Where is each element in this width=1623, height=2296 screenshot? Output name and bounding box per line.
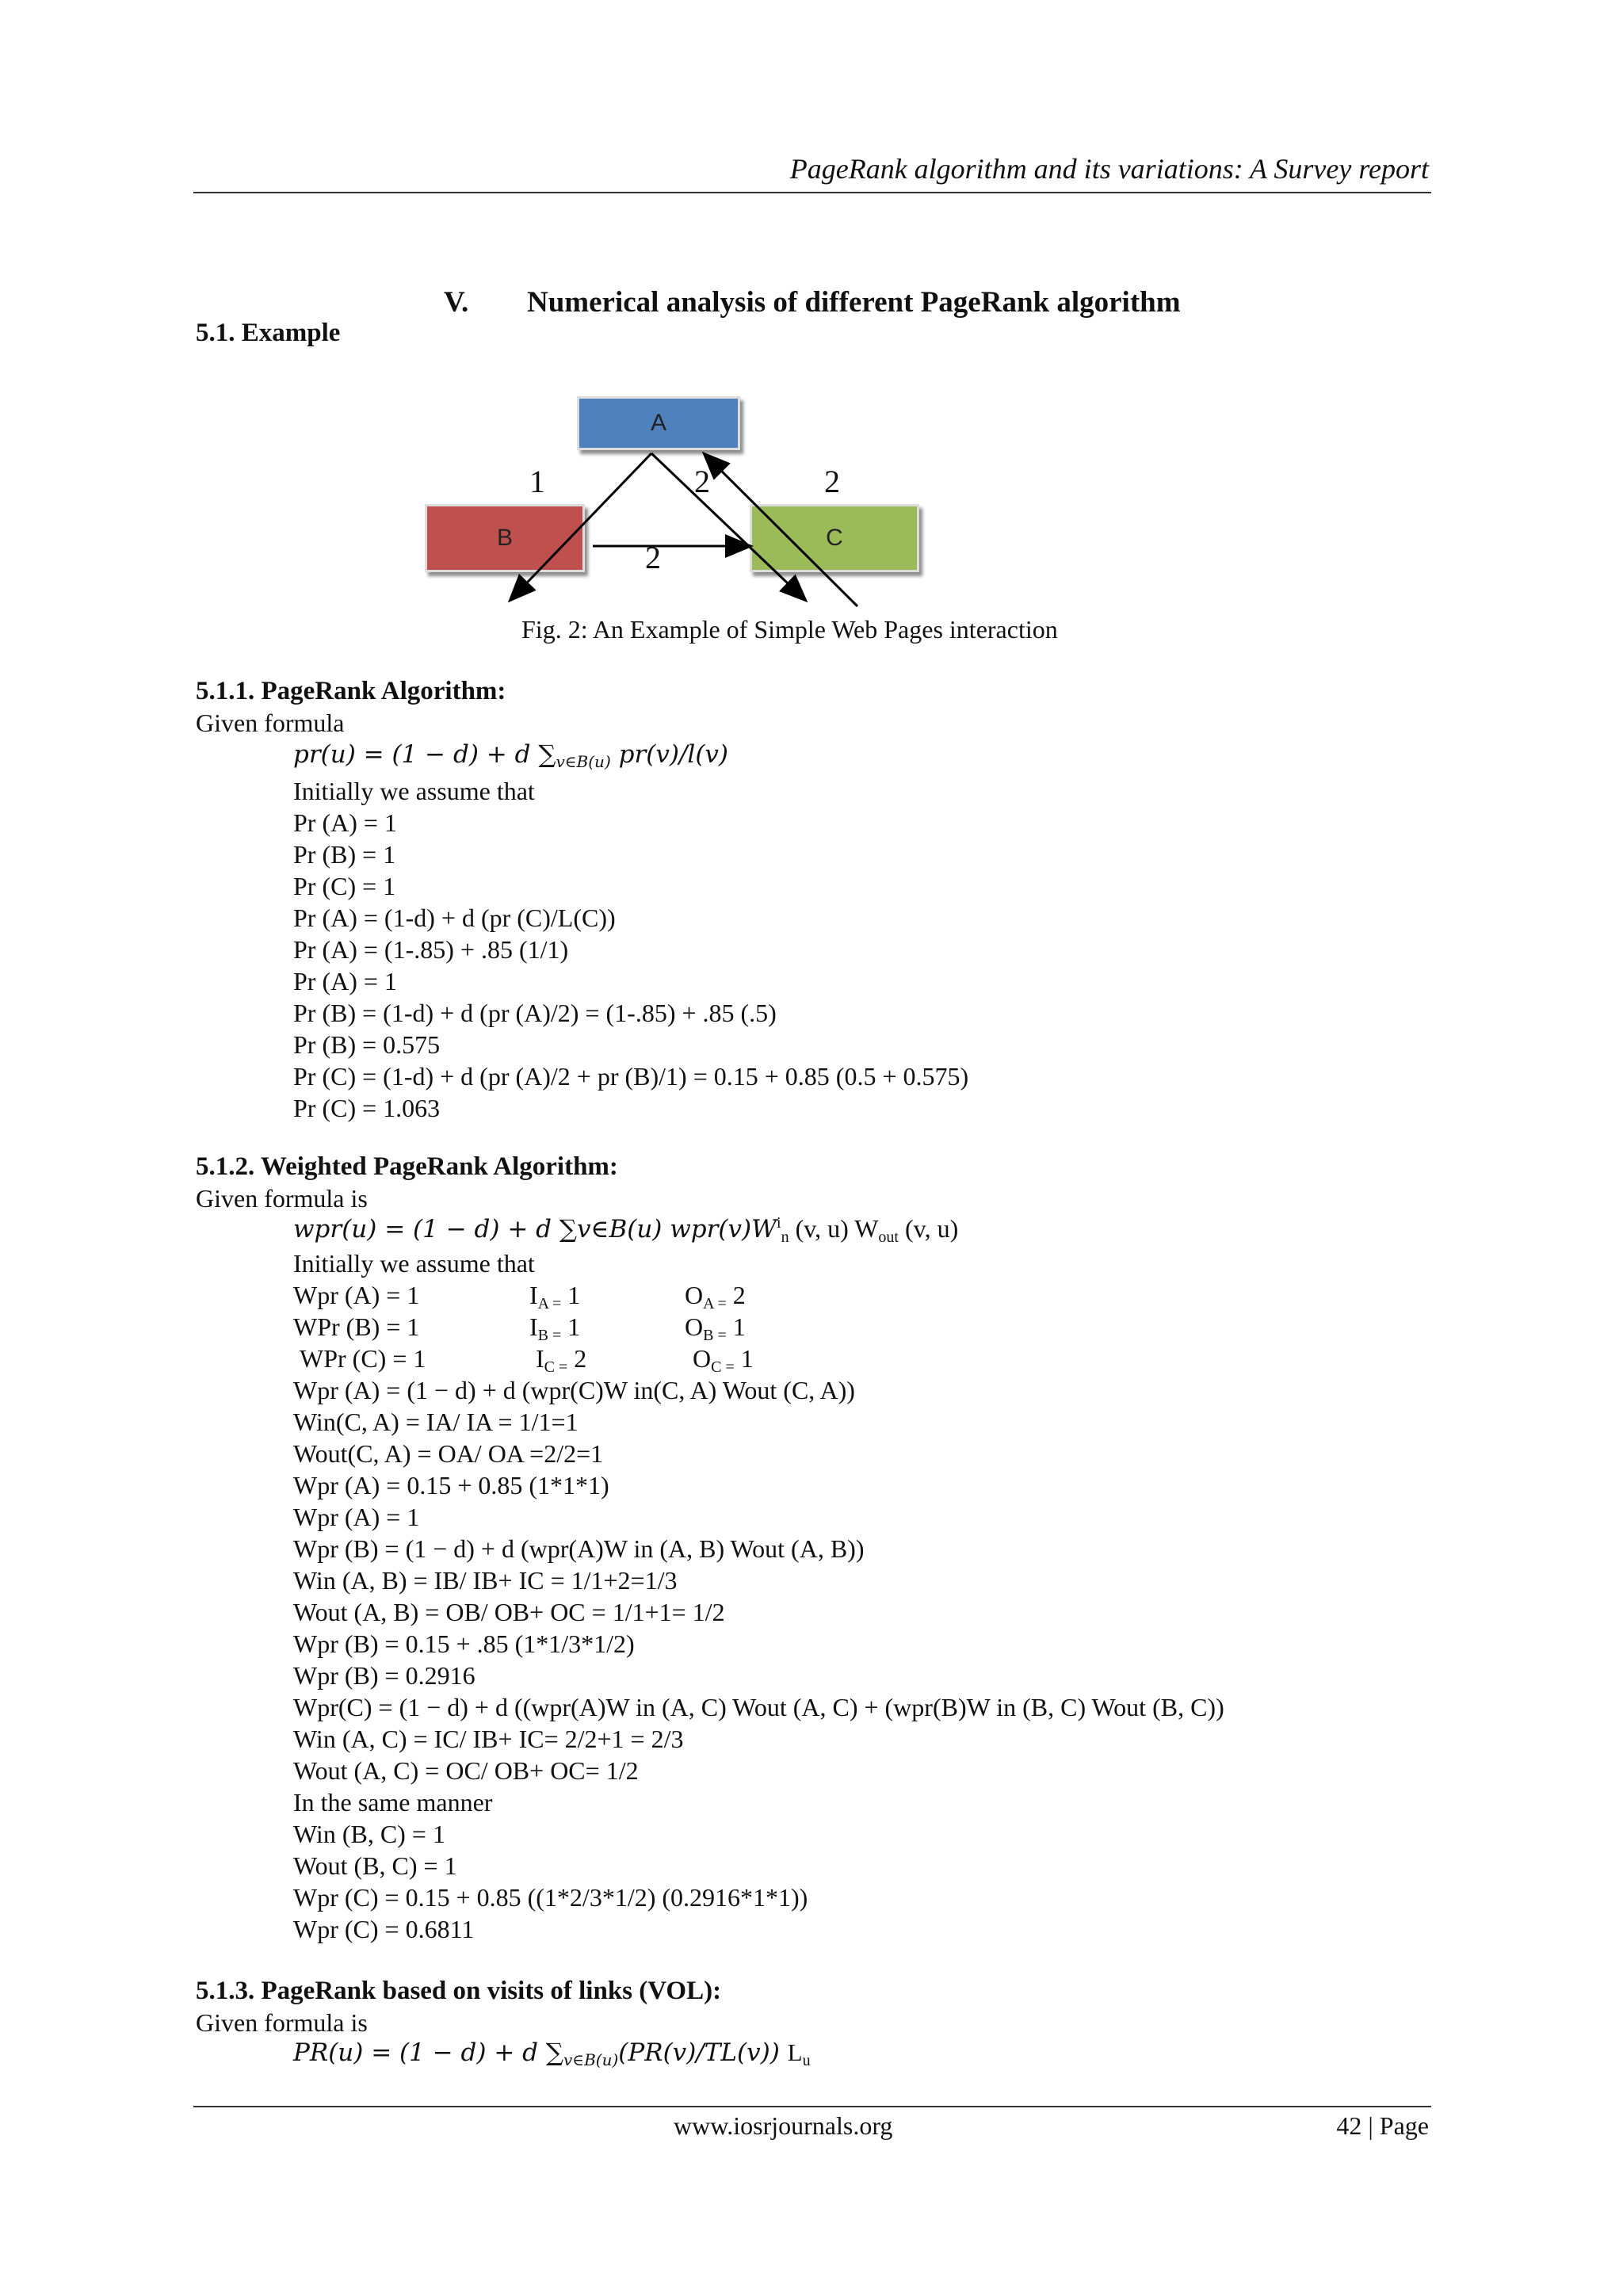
edge-label-1: 1 [529,464,545,499]
section-title-text: Numerical analysis of different PageRank algorithm [527,286,1181,319]
pr-intro: Given formula [196,709,345,737]
pr-line: Pr (A) = (1-.85) + .85 (1/1) [293,935,569,964]
wpr-line: Wout (A, B) = OB/ OB+ OC = 1/1+1= 1/2 [293,1598,725,1626]
init-o: $O_{C =}$ 1 [693,1344,754,1376]
vol-intro: Given formula is [196,2008,368,2037]
wpr-line: Wpr (C) = 0.6811 [293,1915,475,1943]
pr-line: Pr (C) = 1.063 [293,1094,441,1122]
wpr-intro: Given formula is [196,1184,368,1213]
wpr-formula-tail: (v, u) $W_{out}$ (v, u) [795,1214,959,1246]
pr-line: Pr (C) = 1 [293,872,396,900]
wpr-line: Wpr (A) = (1 − d) + d (wpr(C)W in(C, A) Wout (C, A)) [293,1376,855,1404]
node-b-label: B [496,525,513,551]
wpr-line: Win (B, C) = 1 [293,1820,445,1848]
pr-line: Pr (A) = 1 [293,967,397,995]
vol-heading: 5.1.3. PageRank based on visits of links (VOL): [196,1977,722,2005]
figure-caption: Fig. 2: An Example of Simple Web Pages interaction [521,615,1058,644]
figure-edges [0,0,1623,713]
wpr-heading: 5.1.2. Weighted PageRank Algorithm: [196,1152,618,1181]
edge-a-c [651,453,804,599]
wpr-line: Wpr (B) = 0.2916 [293,1661,475,1690]
init-o: $O_{B =}$ 1 [685,1312,746,1344]
wpr-line: Wout (A, C) = OC/ OB+ OC= 1/2 [293,1756,639,1785]
init-wpr: WPr (B) = 1 [293,1312,420,1341]
pr-formula: pr(u) = (1 − d) + d $\sum_{v\in B(u)}$ pr(v)/l(v) [293,740,729,771]
wpr-line: Win (A, B) = IB/ IB+ IC = 1/1+2=1/3 [293,1566,678,1595]
pr-line: Pr (C) = (1-d) + d (pr (A)/2 + pr (B)/1) = 0.15 + 0.85 (0.5 + 0.575) [293,1062,969,1091]
pr-line: Pr (A) = (1-d) + d (pr (C)/L(C)) [293,904,616,932]
wpr-steps [293,1374,1224,1945]
init-i: $I_{B =}$ 1 [529,1312,581,1344]
init-wpr: Wpr (A) = 1 [293,1281,420,1309]
wpr-formula: wpr(u) = (1 − d) + d ∑v∈B(u) $wpr(v)W^i_n$ (v, u) $W_{out}$ (v, u) [293,1214,959,1246]
example-heading: 5.1. Example [196,319,341,347]
wpr-line: Wpr (A) = 1 [293,1503,420,1531]
init-i: $I_{C =}$ 2 [536,1344,587,1376]
wpr-line: Wpr (B) = 0.15 + .85 (1*1/3*1/2) [293,1629,635,1658]
footer-rule [193,2106,1431,2107]
pr-line: Pr (B) = 0.575 [293,1030,441,1059]
wpr-line: Win (A, C) = IC/ IB+ IC= 2/2+1 = 2/3 [293,1725,684,1753]
pr-line: Initially we assume that [293,777,535,805]
vol-formula: PR(u) = (1 − d) + d $\sum_{v\in B(u)}(PR(v)/TL(v))$ $L_u$ [293,2038,811,2069]
node-c-label: C [826,525,843,551]
pr-line: Pr (A) = 1 [293,808,397,837]
wpr-line: Wpr (A) = 0.15 + 0.85 (1*1*1) [293,1471,609,1499]
wpr-line: Wpr (B) = (1 − d) + d (wpr(A)W in (A, B) Wout (A, B)) [293,1534,865,1563]
wpr-assume: Initially we assume that [293,1249,535,1278]
pr-heading: 5.1.1. PageRank Algorithm: [196,677,506,705]
section-number: V. [444,286,469,319]
pr-line: Pr (B) = (1-d) + d (pr (A)/2) = (1-.85) + .85 (.5) [293,999,777,1027]
node-a-label: A [650,410,666,436]
pr-steps [293,775,968,1124]
init-i: $I_{A =}$ 1 [529,1281,581,1312]
wpr-formula-math: wpr(u) = (1 − d) + d ∑v∈B(u) wpr(v)W [293,1215,777,1244]
pr-line: Pr (B) = 1 [293,840,396,869]
init-wpr: WPr (C) = 1 [300,1344,426,1373]
init-o: $O_{A =}$ 2 [685,1281,746,1312]
running-title: PageRank algorithm and its variations: A Survey report [789,153,1429,185]
wpr-line: Wout(C, A) = OA/ OA =2/2=1 [293,1439,604,1468]
page-number: 42 | Page [1336,2111,1429,2140]
wpr-line: Wout (B, C) = 1 [293,1851,457,1880]
wpr-line: Wpr (C) = 0.15 + 0.85 ((1*2/3*1/2) (0.2916*1*1)) [293,1883,808,1912]
edge-label-4: 2 [645,540,661,575]
wpr-line: Win(C, A) = IA/ IA = 1/1=1 [293,1408,579,1436]
wpr-line: Wpr(C) = (1 − d) + d ((wpr(A)W in (A, C) Wout (A, C) + (wpr(B)W in (B, C) Wout (B, C)) [293,1693,1224,1721]
wpr-line: In the same manner [293,1788,493,1817]
footer-url: www.iosrjournals.org [674,2111,893,2140]
edge-label-2: 2 [694,464,710,499]
edge-label-3: 2 [824,464,840,499]
